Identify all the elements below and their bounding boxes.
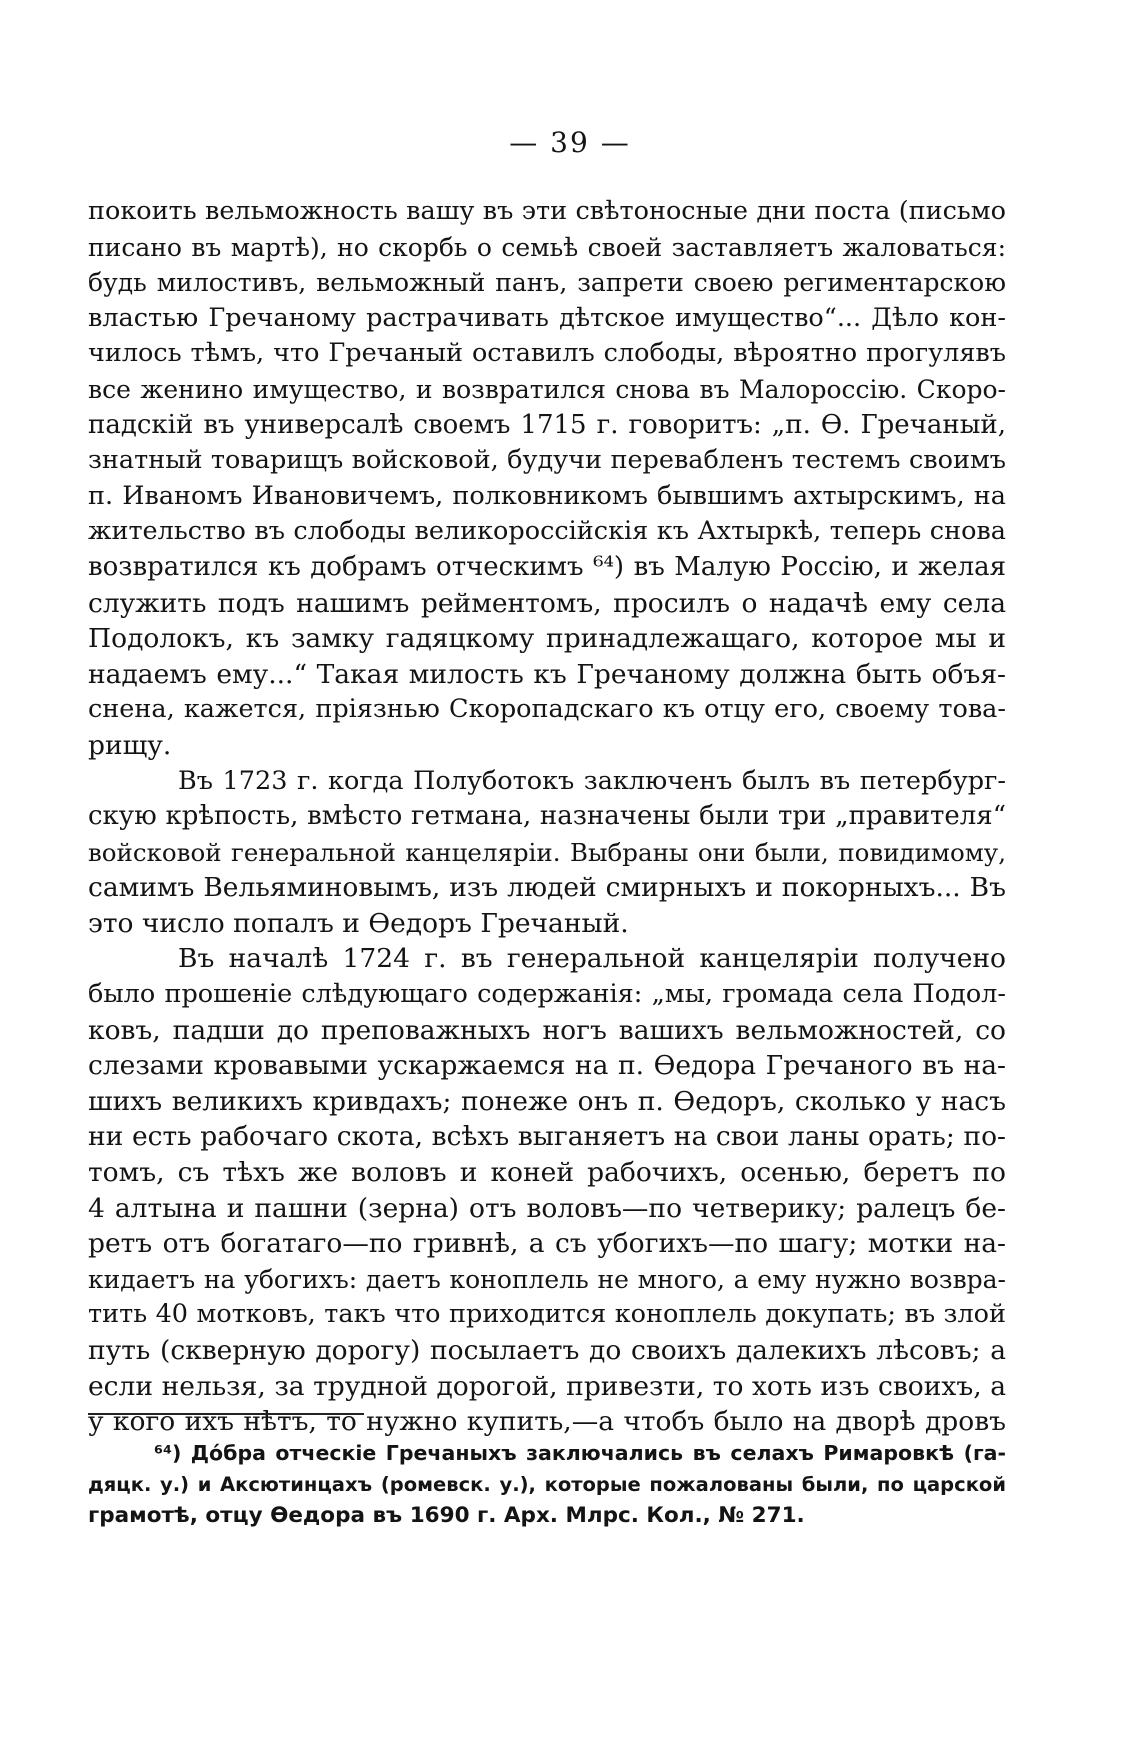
- text-line: Подолокъ, къ замку гадяцкому принадлежащаго, которое мы и: [88, 623, 1006, 655]
- text-line: жительство въ слободы великороссійскія къ Ахтыркѣ, теперь снова: [88, 516, 1006, 547]
- text-line: было прошеніе слѣдующаго содержанія: „мы, громада села Подол-: [88, 979, 1006, 1010]
- text-line: рищу.: [88, 729, 172, 761]
- text-line: снена, кажется, пріязнью Скоропадскаго къ отцу его, своему това-: [88, 694, 1006, 725]
- text-line: скую крѣпость, вмѣсто гетмана, назначены были три „правителя“: [88, 801, 1006, 832]
- body-text: [88, 194, 1006, 1440]
- text-line: тить 40 мотковъ, такъ что приходится коноплель докупать; въ злой: [88, 1299, 1006, 1330]
- text-line: Въ 1723 г. когда Полуботокъ заключенъ былъ въ петербург-: [178, 765, 1006, 796]
- page-number: — 39 —: [509, 126, 631, 159]
- text-line: писано въ мартѣ), но скорбь о семьѣ своей заставляетъ жаловаться:: [88, 232, 1006, 262]
- text-line: шихъ великихъ кривдахъ; понеже онъ п. Ѳедоръ, сколько у насъ: [88, 1085, 1006, 1117]
- text-line: путь (скверную дорогу) посылаетъ до своихъ далекихъ лѣсовъ; а: [88, 1335, 1006, 1366]
- text-line: томъ, съ тѣхъ же воловъ и коней рабочихъ, осенью, беретъ по: [88, 1157, 1006, 1189]
- text-line: ретъ отъ богатаго—по гривнѣ, а съ убогихъ—по шагу; мотки на-: [88, 1228, 1006, 1260]
- text-line: Въ началѣ 1724 г. въ генеральной канцеляріи получено: [178, 943, 1006, 975]
- text-line: если нельзя, за трудной дорогой, привезти, то хоть изъ своихъ, а: [88, 1370, 1006, 1402]
- footnote-line: дяцк. у.) и Аксютинцахъ (ромевск. у.), которые пожалованы были, по царской: [88, 1473, 1006, 1496]
- text-line: будь милостивъ, вельможный панъ, запрети своею региментарскою: [88, 268, 1006, 298]
- footnote-line: грамотѣ, отцу Ѳедора въ 1690 г. Арх. Млрс. Кол., № 271.: [88, 1503, 805, 1528]
- footnote-divider: [88, 1413, 364, 1415]
- text-line: п. Иваномъ Ивановичемъ, полковникомъ бывшимъ ахтырскимъ, на: [88, 480, 1006, 511]
- text-line: надаемъ ему...“ Такая милость къ Гречаному должна быть объя-: [88, 658, 1006, 690]
- text-line: ни есть рабочаго скота, всѣхъ выганяетъ на свои ланы орать; по-: [88, 1121, 1006, 1153]
- text-line: знатный товарищъ войсковой, будучи перевабленъ тестемъ своимъ: [88, 445, 1006, 476]
- text-line: самимъ Вельяминовымъ, изъ людей смирныхъ и покорныхъ... Въ: [88, 872, 1006, 904]
- text-line: служить подъ нашимъ рейментомъ, просилъ о надачѣ ему села: [88, 587, 1006, 619]
- text-line: чилось тѣмъ, что Гречаный оставилъ слободы, вѣроятно прогулявъ: [88, 338, 1006, 369]
- footnote-line: ⁶⁴) Дόбра отческіе Гречаныхъ заключались въ селахъ Римаровкѣ (га-: [154, 1441, 1006, 1465]
- text-line: ковъ, падши до преповажныхъ ногъ вашихъ вельможностей, со: [88, 1014, 1006, 1046]
- text-line: войсковой генеральной канцеляріи. Выбраны они были, повидимому,: [88, 837, 1006, 867]
- text-line: падскій въ универсалѣ своемъ 1715 г. говоритъ: „п. Ѳ. Гречаный,: [88, 409, 1006, 440]
- text-line: 4 алтына и пашни (зерна) отъ воловъ—по четверику; ралецъ бе-: [88, 1192, 1006, 1224]
- footnote-block: [88, 1438, 1006, 1531]
- text-line: у кого ихъ нѣтъ, то нужно купить,—а чтобъ было на дворѣ дровъ: [88, 1406, 1006, 1438]
- text-line: возвратился къ добрамъ отческимъ ⁶⁴) въ Малую Россію, и желая: [88, 551, 1006, 582]
- text-line: покоить вельможность вашу въ эти свѣтоносные дни поста (письмо: [88, 196, 1006, 226]
- text-line: все женино имущество, и возвратился снова въ Малороссію. Скоро-: [88, 374, 1006, 404]
- text-line: слезами кровавыми ускаржаемся на п. Ѳедора Гречаного въ на-: [88, 1050, 1006, 1082]
- text-line: это число попалъ и Ѳедоръ Гречаный.: [88, 907, 629, 939]
- text-line: кидаетъ на убогихъ: даетъ коноплель не много, а ему нужно возвра-: [88, 1264, 1006, 1294]
- text-line: властью Гречаному растрачивать дѣтское имущество“... Дѣло кон-: [88, 302, 1006, 333]
